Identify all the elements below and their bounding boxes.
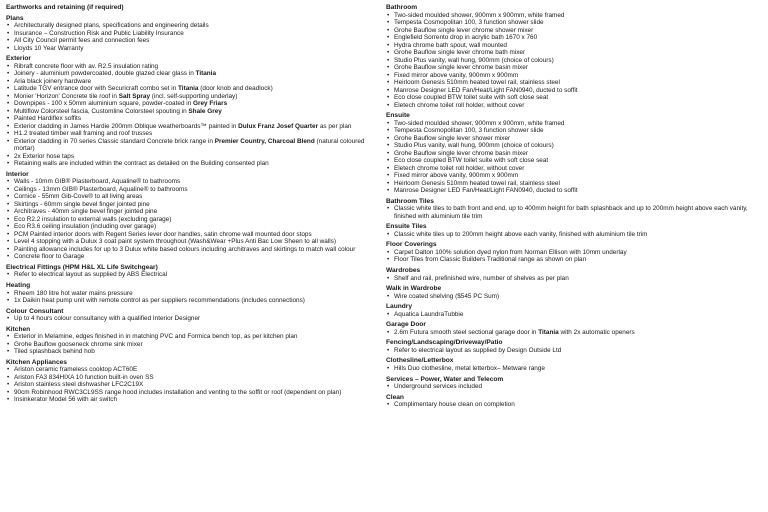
left-sections (6, 15, 374, 404)
section-title: Interior (6, 170, 29, 178)
section-wardrobes (386, 267, 754, 282)
section-garage-door (386, 321, 754, 336)
list-item: • Ceilings - 13mm GIB® Plasterboard, Aqualine® to bathrooms (6, 186, 374, 194)
section-exterior (6, 55, 374, 168)
section-title: Bathroom Tiles (386, 197, 434, 205)
list-item: • Up to 4 hours colour consultancy with a qualified Interior Designer (6, 315, 374, 323)
list-item: • Tempesta Cosmopolitan 100, 3 function shower slide (386, 19, 754, 27)
list-item: • Eco R3.6 ceiling insulation (including over garage) (6, 223, 374, 231)
section-list (386, 231, 754, 239)
list-item: • PCM Painted interior doors with Regent Series lever door handles, satin chrome wall mounted door stops (6, 231, 374, 239)
section-list (6, 333, 374, 356)
right-sections (386, 4, 754, 409)
list-item: • Grohe Bauflow single lever chrome bath mixer (386, 49, 754, 57)
list-item: • Heirloom Genesis 510mm heated towel rail, stainless steel (386, 180, 754, 188)
list-item: • Skirtings - 60mm single bevel finger jointed pine (6, 201, 374, 209)
list-item: • Aria black joinery hardware (6, 78, 374, 86)
section-list (6, 178, 374, 261)
section-title: Walk in Wardrobe (386, 285, 442, 293)
list-item: • Eletech chrome toilet roll holder, without cover (386, 102, 754, 110)
section-list (386, 249, 754, 264)
list-item: • Two-sided moulded shower, 900mm x 900mm, white framed (386, 120, 754, 128)
list-item: • Eco close coupled BTW toilet suite with soft close seat (386, 157, 754, 165)
list-item: • Carpet Dalton 100% solution dyed nylon from Norman Ellison with 10mm underlay (386, 249, 754, 257)
section-list (6, 315, 374, 323)
section-heating (6, 282, 374, 305)
list-item: • Ariston ceramic frameless cooktop ACT60E (6, 366, 374, 374)
section-list (6, 366, 374, 404)
list-item: • 90cm Robinhood RWC3CL9SS range hood includes installation and venting to the soffit or roof (dependent on plan) (6, 389, 374, 397)
list-item: • Heirloom Genesis 510mm heated towel rail, stainless steel (386, 79, 754, 87)
list-item: • Ariston stainless steel dishwasher LFC2C19X (6, 381, 374, 389)
list-item: • Tempesta Cosmopolitan 100, 3 function shower slide (386, 127, 754, 135)
section-title: Bathroom (386, 4, 418, 11)
list-item: • Studio Plus vanity, wall hung, 900mm (choice of colours) (386, 142, 754, 150)
section-bathroom (386, 4, 754, 109)
list-item: • 1x Daikin heat pump unit with remote control as per suppliers recommendations (includes connections) (6, 297, 374, 305)
list-item: • Eco close coupled BTW toilet suite with soft close seat (386, 94, 754, 102)
list-item: • Complimentary house clean on completion (386, 401, 754, 409)
list-item: • Shelf and rail, prefinished wire, number of shelves as per plan (386, 275, 754, 283)
section-list (6, 290, 374, 305)
section-list (386, 205, 754, 220)
section-clean (386, 394, 754, 409)
list-item: • Architraves - 40mm single bevel finger jointed pine (6, 208, 374, 216)
list-item: • Tiled splashback behind hob (6, 348, 374, 356)
list-item: • Grohe Bauflow single lever chrome basin mixer (386, 64, 754, 72)
list-item: • Hills Duo clothesline, metal letterbox– Metware range (386, 365, 754, 373)
section-title: Laundry (386, 303, 413, 311)
section-ensuite (386, 112, 754, 195)
list-item: • Floor Tiles from Classic Builders Traditional range as shown on plan (386, 256, 754, 264)
list-item: • Cornice - 55mm Gib-Cove® to all living areas (6, 193, 374, 201)
document-title: Earthworks and retaining (if required) (6, 4, 124, 11)
list-item: • Ariston FA3 834HIXA 10 function built-in oven SS (6, 374, 374, 382)
list-item: • Downpipes - 100 x 50mm aluminium square, powder-coated in Grey Friars (6, 100, 374, 108)
section-title: Kitchen (6, 325, 31, 333)
section-list (386, 311, 754, 319)
section-walk-in-wardrobe (386, 285, 754, 300)
section-list (386, 401, 754, 409)
list-item: • Classic white tiles to bath front and end, up to 400mm height for bath splashback and up to 200mm height above each vanity, finished with aluminium tile trim (386, 205, 754, 220)
list-item: • Eletech chrome toilet roll holder, without cover (386, 165, 754, 173)
section-clothesline-letterbox (386, 357, 754, 372)
section-list (386, 12, 754, 110)
list-item: • Ribraft concrete floor with av. R2.5 insulation rating (6, 63, 374, 71)
section-colour-consultant (6, 308, 374, 323)
list-item: • Classic white tiles up to 200mm height above each vanity, finished with aluminium tile trim (386, 231, 754, 239)
list-item: • Fixed mirror above vanity, 900mm x 900mm (386, 172, 754, 180)
section-floor-coverings (386, 241, 754, 264)
section-title: Colour Consultant (6, 307, 64, 315)
list-item: • Refer to electrical layout as supplied by ABS Electrical (6, 271, 374, 279)
section-kitchen-appliances (6, 359, 374, 404)
section-title: Clothesline/Letterbox (386, 357, 454, 365)
section-title: Fencing/Landscaping/Driveway/Patio (386, 339, 503, 347)
section-plans (6, 15, 374, 53)
section-electrical-fittings-hpm-h-l-xl-life-switchgear (6, 264, 374, 279)
list-item: • Painting allowance includes for up to 3 Dulux white based colours including architraves and skirtings to match wall colour (6, 246, 374, 254)
list-item: • Grohe Bauflow single lever chrome basin mixer (386, 150, 754, 158)
list-item: • Concrete floor to Garage (6, 253, 374, 261)
left-column (6, 4, 374, 407)
list-item: • 2x Exterior hose taps (6, 153, 374, 161)
section-kitchen (6, 326, 374, 356)
section-list (386, 275, 754, 283)
section-title: Exterior (6, 55, 31, 63)
list-item: • Two-sided moulded shower, 900mm x 900mm, white framed (386, 12, 754, 20)
list-item: • Insinkerator Model 56 with air switch (6, 396, 374, 404)
section-title: Floor Coverings (386, 241, 437, 249)
section-list (386, 383, 754, 391)
section-interior (6, 171, 374, 261)
list-item: • Level 4 stopping with a Dulux 3 coat paint system throughout (Wash&Wear +Plus Anti Bac Low Sheen to all walls) (6, 238, 374, 246)
list-item: • Grohe Bauflow single lever chrome shower mixer (386, 27, 754, 35)
list-item: • Manrose Designer LED Fan/Heat/Light FAN0940, ducted to soffit (386, 187, 754, 195)
list-item: • Studio Plus vanity, wall hung, 900mm (choice of colours) (386, 57, 754, 65)
section-list (386, 120, 754, 195)
section-title: Garage Door (386, 321, 426, 329)
section-title: Ensuite (386, 112, 410, 120)
list-item: • Lloyds 10 Year Warranty (6, 45, 374, 53)
section-title: Electrical Fittings (HPM H&L XL Life Switchgear) (6, 263, 158, 271)
section-list (6, 22, 374, 52)
list-item: • Exterior cladding in James Hardie 200mm Oblique weatherboards™ painted in Dulux Franz Josef Quarter as per plan (6, 123, 374, 131)
section-title: Services – Power, Water and Telecom (386, 375, 504, 383)
list-item: • Walls - 10mm GIB® Plasterboard, Aqualine® to bathrooms (6, 178, 374, 186)
list-item: • Exterior in Melamine, edges finished in in matching PVC and Formica bench top, as per kitchen plan (6, 333, 374, 341)
section-title: Heating (6, 281, 31, 289)
section-bathroom-tiles (386, 198, 754, 221)
right-column (386, 4, 754, 412)
list-item: • Retaining walls are included within the contract as detailed on the Building consented plan (6, 160, 374, 168)
section-list (386, 347, 754, 355)
list-item: • Wire coated shelving ($545 PC Sum) (386, 293, 754, 301)
section-list (6, 271, 374, 279)
list-item: • Latitude TGV entrance door with Securicraft combo set in Titania (door knob and deadlock) (6, 85, 374, 93)
list-item: • Manrose Designer LED Fan/Heat/Light FAN0940, ducted to soffit (386, 87, 754, 95)
section-laundry (386, 303, 754, 318)
section-list (386, 329, 754, 337)
list-item: • Grohe Bauflow gooseneck chrome sink mixer (6, 341, 374, 349)
list-item: • H1.2 treated timber wall framing and roof trusses (6, 130, 374, 138)
list-item: • All City Council permit fees and connection fees (6, 37, 374, 45)
section-title: Kitchen Appliances (6, 358, 67, 366)
list-item: • Insurance – Construction Risk and Public Liability Insurance (6, 30, 374, 38)
section-services-power-water-and-telecom (386, 376, 754, 391)
list-item: • Aquatica LaundraTubbie (386, 311, 754, 319)
list-item: • Englefield Sorrento drop in acrylic bath 1670 x 760 (386, 34, 754, 42)
list-item: • Exterior cladding in 70 series Classic standard Concrete brick range in Premier Country, Charcoal Blend (natural coloured mortar) (6, 138, 374, 153)
section-ensuite-tiles (386, 223, 754, 238)
list-item: • Refer to electrical layout as supplied by Design Outside Ltd (386, 347, 754, 355)
list-item: • Architecturally designed plans, specifications and engineering details (6, 22, 374, 30)
list-item: • Hydra chrome bath spout, wall mounted (386, 42, 754, 50)
list-item: • Joinery - aluminium powdercoated, double glazed clear glass in Titania (6, 70, 374, 78)
list-item: • Eco R2.2 insulation to external walls (excluding garage) (6, 216, 374, 224)
section-list (386, 365, 754, 373)
list-item: • Monier 'Horizon' Concrete tile roof in Salt Spray (incl. self-supporting underlay) (6, 93, 374, 101)
section-title: Plans (6, 14, 24, 22)
list-item: • Rheem 180 litre hot water mains pressure (6, 290, 374, 298)
section-fencing-landscaping-driveway-patio (386, 339, 754, 354)
section-title: Clean (386, 393, 404, 401)
section-list (386, 293, 754, 301)
list-item: • Fixed mirror above vanity, 900mm x 900mm (386, 72, 754, 80)
list-item: • Underground services included (386, 383, 754, 391)
list-item: • Painted Hardiflex soffits (6, 115, 374, 123)
section-title: Wardrobes (386, 266, 421, 274)
list-item: • 2.6m Futura smooth steel sectional garage door in Titania with 2x automatic openers (386, 329, 754, 337)
section-title: Ensuite Tiles (386, 223, 427, 231)
list-item: • Grohe Bauflow single lever shower mixer (386, 135, 754, 143)
section-list (6, 63, 374, 168)
list-item: • Multiflow Colorsteel fascia, Customline Colorsteel spouting in Shale Grey (6, 108, 374, 116)
